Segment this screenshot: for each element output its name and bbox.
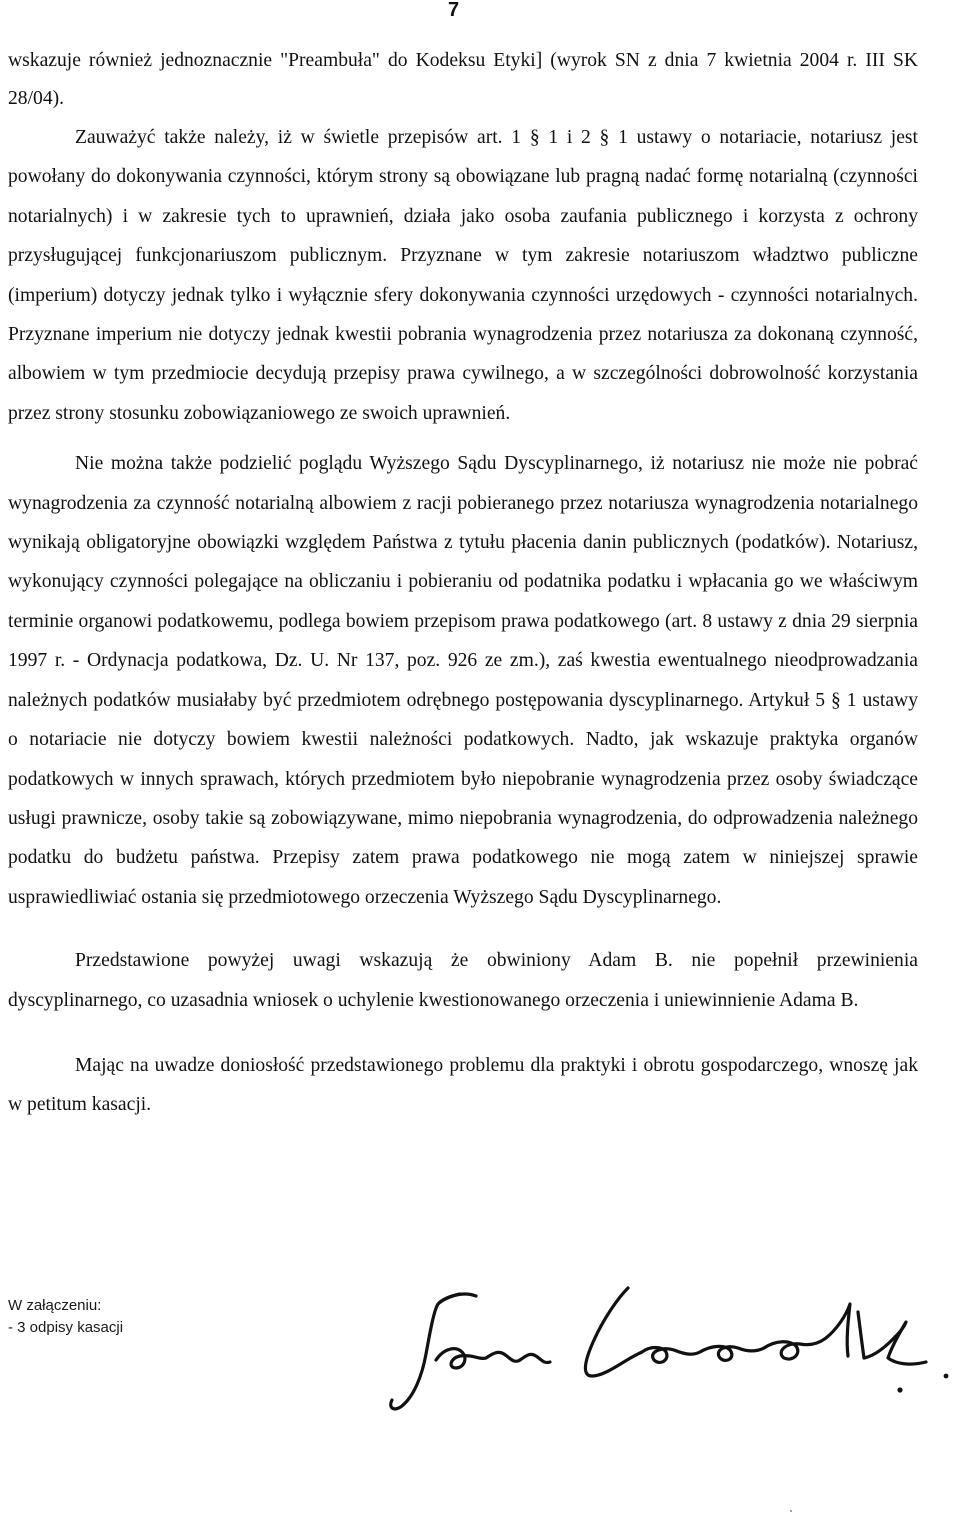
paragraph-tax-obligations: Nie można także podzielić poglądu Wyższego Sądu Dyscyplinarnego, iż notariusz nie może nie pobrać wynagrodzenia za czynność notarialną albowiem z racji pobieranego przez notariusza wynagrodzenia notarialnego wynikają obligatoryjne obowiązki względem Państwa z tytułu płacenia danin publicznych (podatków). Notariusz, wykonujący czynności polegające na obliczaniu i pobieraniu od podatnika podatku i wpłacania go we właściwym terminie organowi podatkowemu, podlega bowiem przepisom prawa podatkowego (art. 8 ustawy z dnia 29 sierpnia 1997 r. - Ordynacja podatkowa, Dz. U. Nr 137, poz. 926 ze zm.), zaś kwestia ewentualnego nieodprowadzania należnych podatków musiałaby być przedmiotem odrębnego postępowania dyscyplinarnego. Artykuł 5 § 1 ustawy o notariacie nie dotyczy bowiem kwestii należności podatkowych. Nadto, jak wskazuje praktyka organów podatkowych w innych sprawach, których przedmiotem było niepobranie wynagrodzenia przez osoby świadczące usługi prawnicze, osoby takie są zobowiązywane, mimo niepobrania wynagrodzenia, do odprowadzenia należnego podatku do budżetu państwa. Przepisy zatem prawa podatkowego nie mogą zatem w niniejszej sprawie usprawiedliwiać ostania się przedmiotowego orzeczenia Wyższego Sądu Dyscyplinarnego. (8, 453, 918, 908)
paragraph-petitum: Mając na uwadze doniosłość przedstawionego problemu dla praktyki i obrotu gospodarczego, wnoszę jak w petitum kasacji. (8, 1054, 918, 1116)
handwritten-signature (380, 1272, 958, 1412)
paragraph-continuation: wskazuje również jednoznacznie "Preambuła" do Kodeksu Etyki] (wyrok SN z dnia 7 kwietnia 2004 r. III SK 28/04). (8, 50, 918, 109)
attachment-heading: W załączeniu: (8, 1297, 102, 1314)
document-body (8, 42, 918, 1125)
paragraph-conclusion: Przedstawione powyżej uwagi wskazują że obwiniony Adam B. nie popełnił przewinienia dyscyplinarnego, co uzasadnia wniosek o uchylenie kwestionowanego orzeczenia i uniewinnienie Adama B. (8, 950, 918, 1011)
scan-speck (790, 1510, 792, 1512)
attachment-note (8, 1295, 123, 1339)
attachment-item: - 3 odpisy kasacji (8, 1319, 124, 1336)
page-number: 7 (448, 0, 460, 21)
paragraph-notary-imperium: Zauważyć także należy, iż w świetle przepisów art. 1 § 1 i 2 § 1 ustawy o notariacie, notariusz jest powołany do dokonywania czynności, którym strony są obowiązane lub pragną nadać formę notarialną (czynności notarialnych) i w zakresie tych to uprawnień, działa jako osoba zaufania publicznego i korzysta z ochrony przysługującej funkcjonariuszom publicznym. Przyznane w tym zakresie notariuszom władztwo publiczne (imperium) dotyczy jednak tylko i wyłącznie sfery dokonywania czynności urzędowych - czynności notarialnych. Przyznane imperium nie dotyczy jednak kwestii pobrania wynagrodzenia przez notariusza za dokonaną czynność, albowiem w tym przedmiocie decydują przepisy prawa cywilnego, a w szczególności dobrowolność korzystania przez strony stosunku zobowiązaniowego ze swoich uprawnień. (8, 127, 918, 424)
